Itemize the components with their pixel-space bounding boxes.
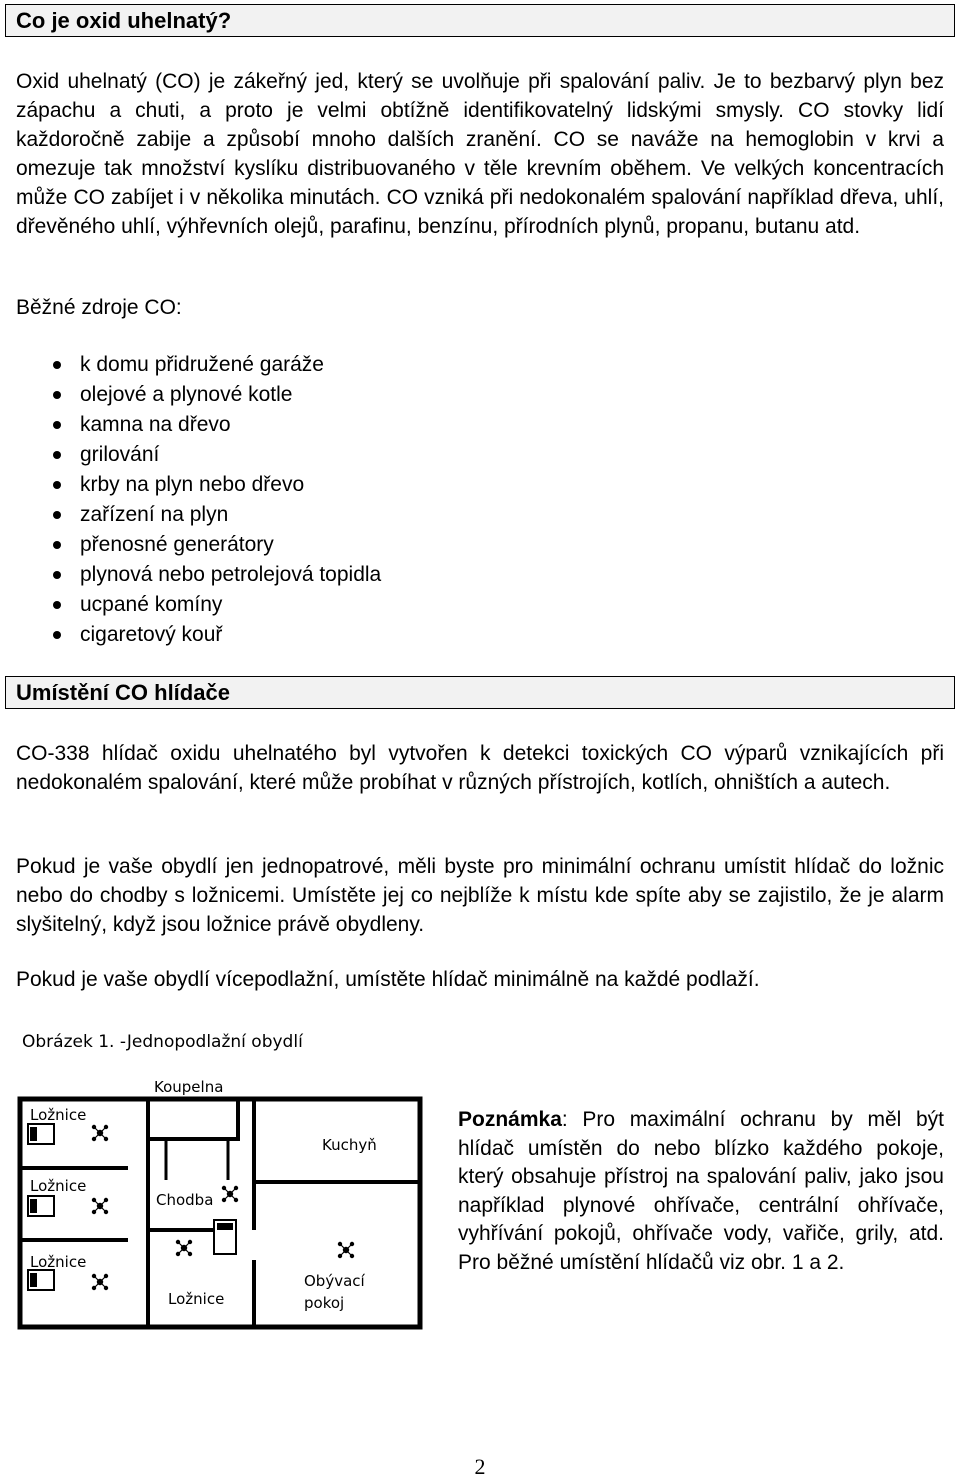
room-label-living-room-line-2: pokoj	[304, 1294, 345, 1312]
list-item: cigaretový kouř	[50, 620, 381, 650]
intro-paragraph: Oxid uhelnatý (CO) je zákeřný jed, který se uvolňuje při spalování paliv. Je to bezbarvý plyn bez zápachu a chuti, a proto je velmi obtížně identifikovatelný lidskými smysly. CO stovky lidí každoročně zabije a způsobí mnoho dalších zranění. CO se naváže na hemoglobin v krvi a omezuje tak množství kyslíku distribuovaného v těle krevním oběhem. Ve velkých koncentracích může CO zabíjet i v několika minutách. CO vzniká při nedokonalém spalování například dřeva, uhlí, dřevěného uhlí, výhřevních olejů, parafinu, benzínu, přírodních plynů, propanu, butanu atd.	[16, 70, 944, 238]
placement-paragraph-3: Pokud je vaše obydlí vícepodlažní, umístěte hlídač minimálně na každé podlaží.	[16, 968, 760, 991]
room-label-bedroom-2: Ložnice	[30, 1177, 87, 1195]
sources-list	[50, 350, 381, 650]
list-item: k domu přidružené garáže	[50, 350, 381, 380]
list-item: ucpané komíny	[50, 590, 381, 620]
note-label: Poznámka	[458, 1108, 562, 1131]
list-item: kamna na dřevo	[50, 410, 381, 440]
page-number: 2	[474, 1454, 486, 1479]
section-title-placement: Umístění CO hlídače	[5, 676, 955, 709]
list-item: plynová nebo petrolejová topidla	[50, 560, 381, 590]
room-label-kitchen: Kuchyň	[322, 1136, 377, 1154]
room-label-bedroom-4: Ložnice	[168, 1290, 225, 1308]
figure-caption: Obrázek 1. -Jednopodlažní obydlí	[22, 1032, 303, 1052]
placement-paragraph-1: CO-338 hlídač oxidu uhelnatého byl vytvořen k detekci toxických CO výparů vznikajících při nedokonalém spalování, které může probíhat v různých přístrojích, kotlích, ohništích a autech.	[16, 742, 944, 794]
section-title-what-is-co: Co je oxid uhelnatý?	[5, 4, 955, 37]
list-item: grilování	[50, 440, 381, 470]
list-item: přenosné generátory	[50, 530, 381, 560]
list-item: krby na plyn nebo dřevo	[50, 470, 381, 500]
room-label-bedroom-3: Ložnice	[30, 1253, 87, 1271]
note-text: : Pro maximální ochranu by měl být hlídač umístěn do nebo blízko každého pokoje, který obsahuje přístroj na spalování paliv, jako jsou například plynové ohřívače, centrální ohřívače, vyhřívání pokojů, ohřívače vody, vařiče, grily, atd. Pro běžné umístění hlídačů viz obr. 1 a 2.	[458, 1108, 944, 1274]
floor-plan-diagram	[16, 1070, 426, 1332]
room-label-bathroom: Koupelna	[154, 1078, 224, 1096]
sources-heading: Běžné zdroje CO:	[16, 296, 182, 319]
placement-paragraph-2: Pokud je vaše obydlí jen jednopatrové, měli byste pro minimální ochranu umístit hlídač do ložnic nebo do chodby s ložnicemi. Umístěte jej co nejblíže k místu kde spíte aby se zajistilo, že je alarm slyšitelný, když jsou ložnice právě obydleny.	[16, 855, 944, 936]
room-label-hallway: Chodba	[156, 1191, 214, 1209]
note-paragraph	[458, 1106, 944, 1277]
room-label-bedroom-1: Ložnice	[30, 1106, 87, 1124]
room-label-living-room-line-1: Obývací	[304, 1272, 365, 1290]
list-item: zařízení na plyn	[50, 500, 381, 530]
list-item: olejové a plynové kotle	[50, 380, 381, 410]
